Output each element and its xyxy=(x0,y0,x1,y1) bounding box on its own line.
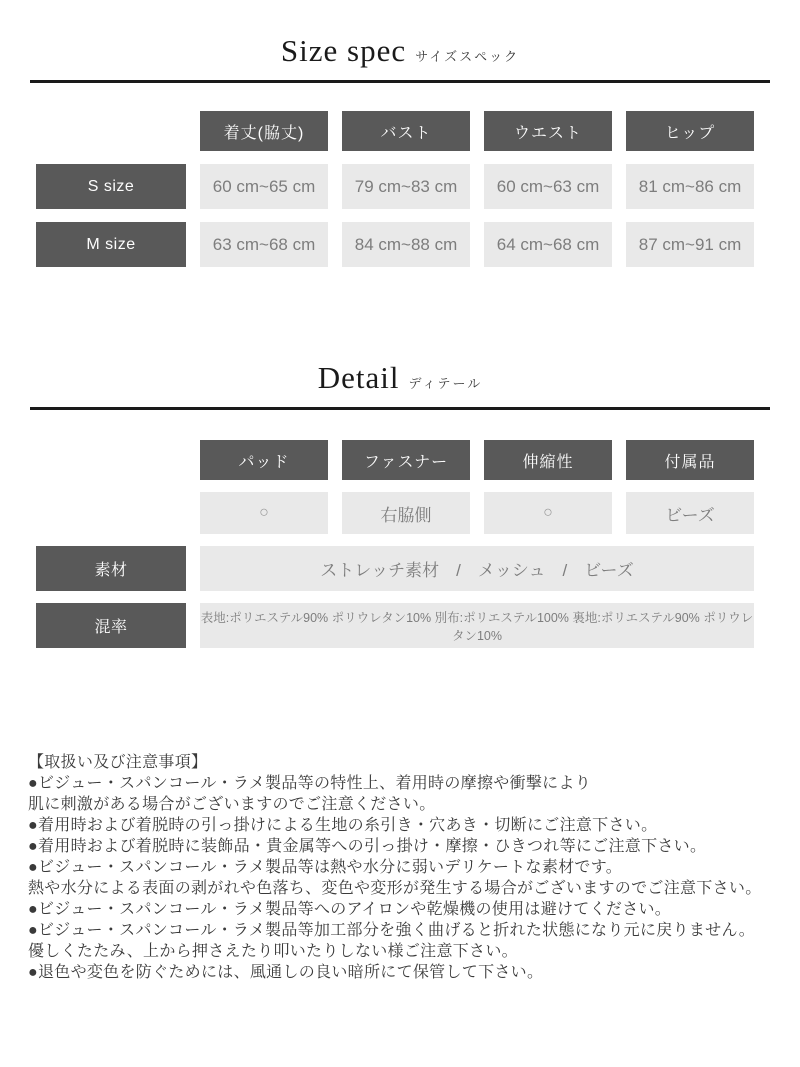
detail-col-header-stretch: 伸縮性 xyxy=(484,440,612,480)
size-col-header-hip: ヒップ xyxy=(626,111,754,151)
mixture-label: 混率 xyxy=(36,603,186,648)
note-line: ●ビジュー・スパンコール・ラメ製品等加工部分を強く曲げると折れた状態になり元に戻りません。 xyxy=(28,922,756,939)
detail-table-corner-empty xyxy=(36,440,186,480)
detail-col-header-pad: パッド xyxy=(200,440,328,480)
detail-value-fastener: 右脇側 xyxy=(342,492,470,534)
mixture-value: 表地:ポリエステル90% ポリウレタン10% 別布:ポリエステル100% 裏地:ポリエステル90% ポリウレタン10% xyxy=(200,603,754,648)
notes-heading: 【取扱い及び注意事項】 xyxy=(28,754,208,771)
size-spec-table xyxy=(36,111,800,267)
note-line: ●退色や変色を防ぐためには、風通しの良い暗所にて保管して下さい。 xyxy=(28,964,544,981)
detail-table xyxy=(36,440,800,648)
size-cell-m-bust: 84 cm~88 cm xyxy=(342,222,470,267)
detail-value-stretch: ○ xyxy=(484,492,612,534)
size-col-header-length: 着丈(脇丈) xyxy=(200,111,328,151)
note-line: ●ビジュー・スパンコール・ラメ製品等の特性上、着用時の摩擦や衝撃により xyxy=(28,775,592,792)
size-spec-title-ja: サイズスペック xyxy=(415,49,520,64)
size-spec-section xyxy=(0,0,800,267)
size-spec-divider xyxy=(30,80,770,83)
detail-title-ja: ディテール xyxy=(408,376,483,391)
size-spec-title-en: Size spec xyxy=(280,33,407,68)
material-value: ストレッチ素材 / メッシュ / ビーズ xyxy=(200,546,754,591)
detail-section xyxy=(0,360,800,648)
detail-col-header-fastener: ファスナー xyxy=(342,440,470,480)
material-label: 素材 xyxy=(36,546,186,591)
handling-notes-section xyxy=(28,752,792,983)
size-col-header-waist: ウエスト xyxy=(484,111,612,151)
note-line: ●着用時および着脱時に装飾品・貴金属等への引っ掛け・摩擦・ひきつれ等にご注意下さい。 xyxy=(28,838,707,855)
note-line: ●ビジュー・スパンコール・ラメ製品等へのアイロンや乾燥機の使用は避けてください。 xyxy=(28,901,672,918)
size-cell-m-waist: 64 cm~68 cm xyxy=(484,222,612,267)
note-line: ●ビジュー・スパンコール・ラメ製品等は熱や水分に弱いデリケートな素材です。 xyxy=(28,859,623,876)
size-cell-s-waist: 60 cm~63 cm xyxy=(484,164,612,209)
detail-divider xyxy=(30,407,770,410)
size-cell-s-bust: 79 cm~83 cm xyxy=(342,164,470,209)
size-spec-title xyxy=(0,0,800,69)
size-cell-m-length: 63 cm~68 cm xyxy=(200,222,328,267)
note-line: 熱や水分による表面の剥がれや色落ち、変色や変形が発生する場合がございますのでご注意下さい。 xyxy=(28,880,762,897)
detail-values-row-empty xyxy=(36,492,186,534)
size-table-corner-empty xyxy=(36,111,186,151)
size-row-label-s: S size xyxy=(36,164,186,209)
detail-value-accessory: ビーズ xyxy=(626,492,754,534)
size-cell-s-length: 60 cm~65 cm xyxy=(200,164,328,209)
detail-value-pad: ○ xyxy=(200,492,328,534)
detail-title xyxy=(0,360,800,396)
detail-col-header-accessory: 付属品 xyxy=(626,440,754,480)
size-row-label-m: M size xyxy=(36,222,186,267)
note-line: 優しくたたみ、上から押さえたり叩いたりしない様ご注意下さい。 xyxy=(28,943,518,960)
note-line: ●着用時および着脱時の引っ掛けによる生地の糸引き・穴あき・切断にご注意下さい。 xyxy=(28,817,658,834)
detail-title-en: Detail xyxy=(317,360,400,395)
size-cell-m-hip: 87 cm~91 cm xyxy=(626,222,754,267)
note-line: 肌に刺激がある場合がございますのでご注意ください。 xyxy=(28,796,436,813)
size-col-header-bust: バスト xyxy=(342,111,470,151)
size-cell-s-hip: 81 cm~86 cm xyxy=(626,164,754,209)
